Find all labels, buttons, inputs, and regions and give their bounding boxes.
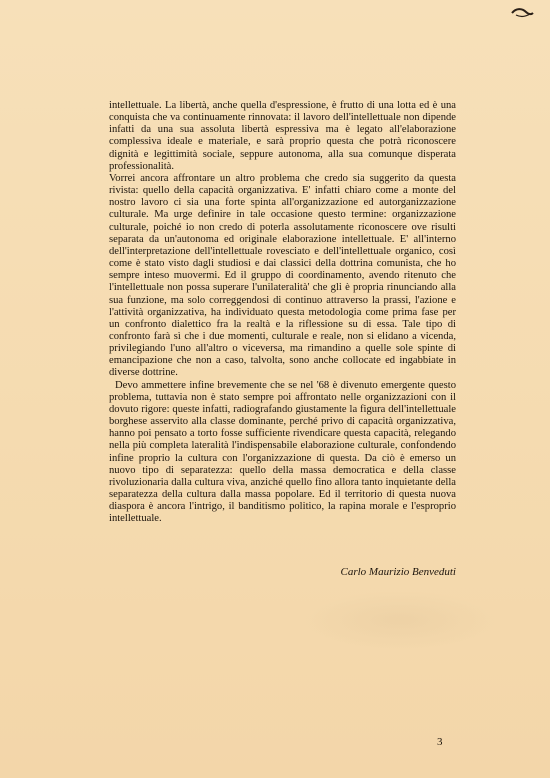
paper-clip-mark-icon [510,6,534,20]
article-body [109,100,456,525]
author-signature: Carlo Maurizio Benveduti [340,566,456,578]
page-number: 3 [437,736,443,748]
bleed-through-shadow [300,590,500,650]
paragraph-3: Devo ammettere infine brevemente che se nel '68 è divenuto emergente questo problema, tuttavia non è stato sempre poi affrontato nelle organizzazioni con il dovuto rigore: queste infatti, radiografando giustamente la figura dell'intellettuale borghese asservito alla classe dominante, perché privo di capacità organizzativa, hanno poi pensato a torto fosse sufficiente rivendicare questa capacità, relegando nella più completa lateralità l'indispensabile elaborazione culturale, confondendo infine proprio la cultura con l'organizzazione di questa. Da ciò è emerso un nuovo tipo di separatezza: quello della massa democratica e della classe rivoluzionaria dalla cultura viva, anziché quello fino allora tanto inquietante della separatezza della cultura dalla massa popolare. Ed il territorio di questa nuova diaspora è ancora l'intrigo, il banditismo politico, la rapina morale e l'esproprio intellettuale. [109,379,456,525]
paragraph-1: intellettuale. La libertà, anche quella d'espressione, è frutto di una lotta ed è una conquista che va continuamente rinnovata: il lavoro dell'intellettuale non dipende infatti da una sua assoluta libertà espressiva ma è legato all'elaborazione complessiva ideale e materiale, e sarà proprio questa che potrà riconoscere dignità e legittimità sociale, seppure autonoma, alla sua comunque disperata professionalità. [109,100,456,172]
paragraph-2: Vorrei ancora affrontare un altro problema che credo sia suggerito da questa rivista: quello della capacità organizzativa. E' infatti chiaro come a monte del nostro lavoro ci sia una forte spinta all'organizzazione ed autorganizzazione culturale. Ma urge definire in tale occasione questo termine: organizzazione culturale, poiché io non credo di poterla assolutamente riconoscere ove risulti separata da un'autonoma ed originale elaborazione intellettuale. E' all'interno dell'interpretazione dell'intellettuale rovesciato e dell'intellettuale organico, così come è stato visto dagli studiosi e dai classici della dottrina comunista, che ho sempre inteso muovermi. Ed il gruppo di coordinamento, avendo ritenuto che l'intellettuale non possa superare l'unilateralità' che gli è propria rinunciando alla sua funzione, ma solo correggendosi di continuo attraverso la prassi, l'azione e l'attività organizzativa, ha individuato questa metodologia come prima fase per un confronto dialettico fra la realtà e la riflessione su di essa. Tale tipo di confronto farà sì che i due momenti, culturale e reale, non si elidano a vicenda, privilegiando l'uno all'altro o viceversa, ma rimandino a quelle sole spinte di emancipazione che non a caso, talvolta, sono anche collocate ed ingabbiate in diverse dottrine. [109,172,456,379]
